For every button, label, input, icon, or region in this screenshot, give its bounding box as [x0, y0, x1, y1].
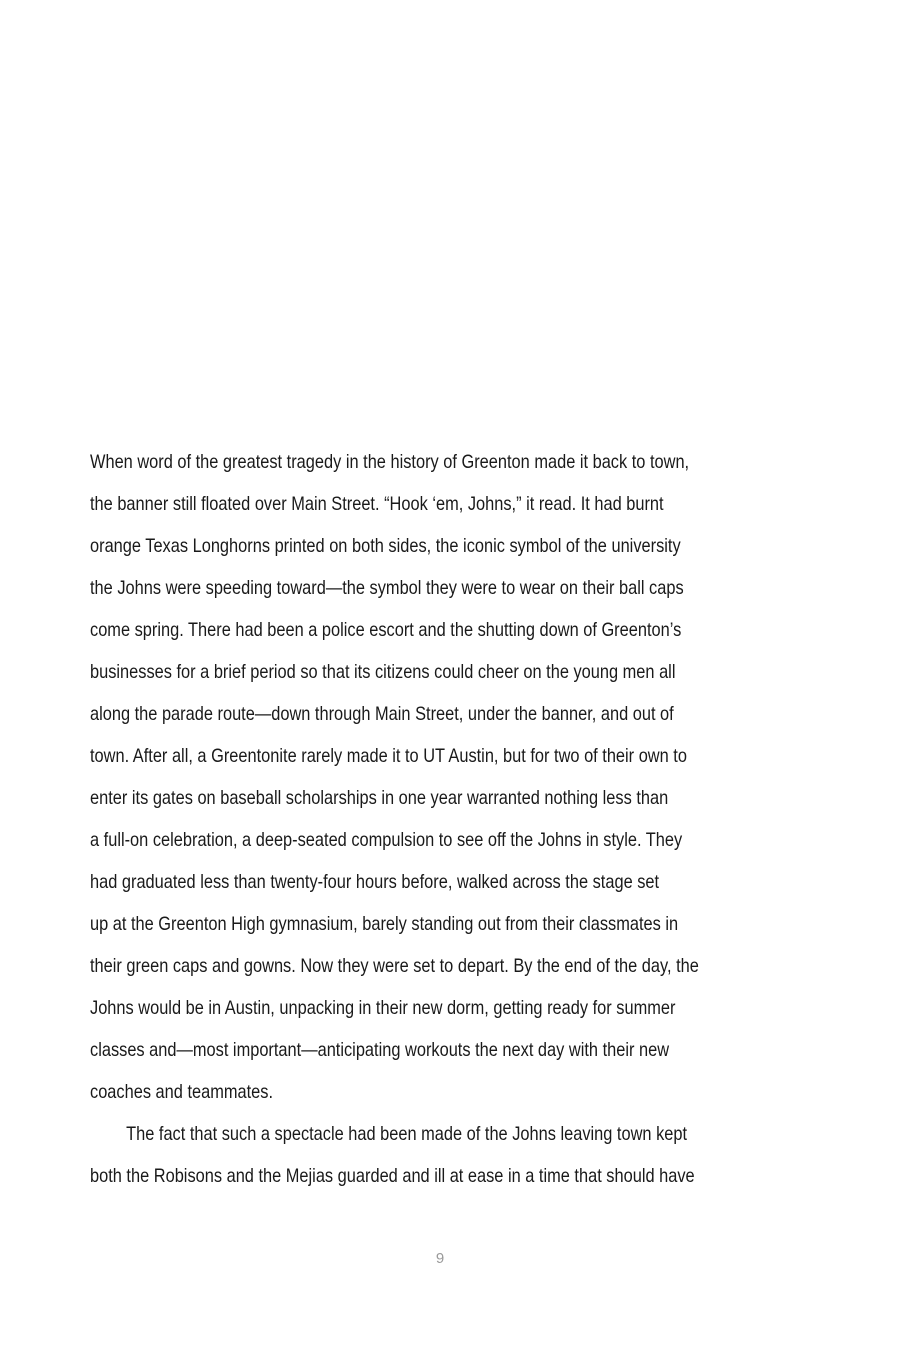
text-line: orange Texas Longhorns printed on both sides, the iconic symbol of the university — [90, 535, 681, 557]
text-line: come spring. There had been a police escort and the shutting down of Greenton’s — [90, 619, 682, 641]
text-line: The fact that such a spectacle had been made of the Johns leaving town kept — [126, 1123, 688, 1145]
text-line: both the Robisons and the Mejias guarded and ill at ease in a time that should have — [90, 1165, 695, 1187]
text-line: coaches and teammates. — [90, 1081, 274, 1103]
paragraph-2 — [90, 1113, 850, 1197]
text-line: the Johns were speeding toward—the symbol they were to wear on their ball caps — [90, 577, 684, 599]
text-line: up at the Greenton High gymnasium, barely standing out from their classmates in — [90, 913, 679, 935]
text-line: the banner still floated over Main Street. “Hook ‘em, Johns,” it read. It had burnt — [90, 493, 664, 515]
text-line: town. After all, a Greentonite rarely made it to UT Austin, but for two of their own to — [90, 745, 687, 767]
text-line: businesses for a brief period so that its citizens could cheer on the young men all — [90, 661, 676, 683]
text-line: had graduated less than twenty-four hours before, walked across the stage set — [90, 871, 660, 893]
text-line: along the parade route—down through Main Street, under the banner, and out of — [90, 703, 674, 725]
text-line: When word of the greatest tragedy in the history of Greenton made it back to town, — [90, 451, 690, 473]
text-line: a full-on celebration, a deep-seated compulsion to see off the Johns in style. They — [90, 829, 683, 851]
paragraph-1 — [90, 441, 850, 1113]
text-line: classes and—most important—anticipating workouts the next day with their new — [90, 1039, 670, 1061]
text-line: Johns would be in Austin, unpacking in their new dorm, getting ready for summer — [90, 997, 676, 1019]
text-line: their green caps and gowns. Now they were set to depart. By the end of the day, the — [90, 955, 699, 977]
page-number: 9 — [435, 1250, 445, 1267]
body-text — [90, 441, 850, 1197]
text-line: enter its gates on baseball scholarships in one year warranted nothing less than — [90, 787, 669, 809]
